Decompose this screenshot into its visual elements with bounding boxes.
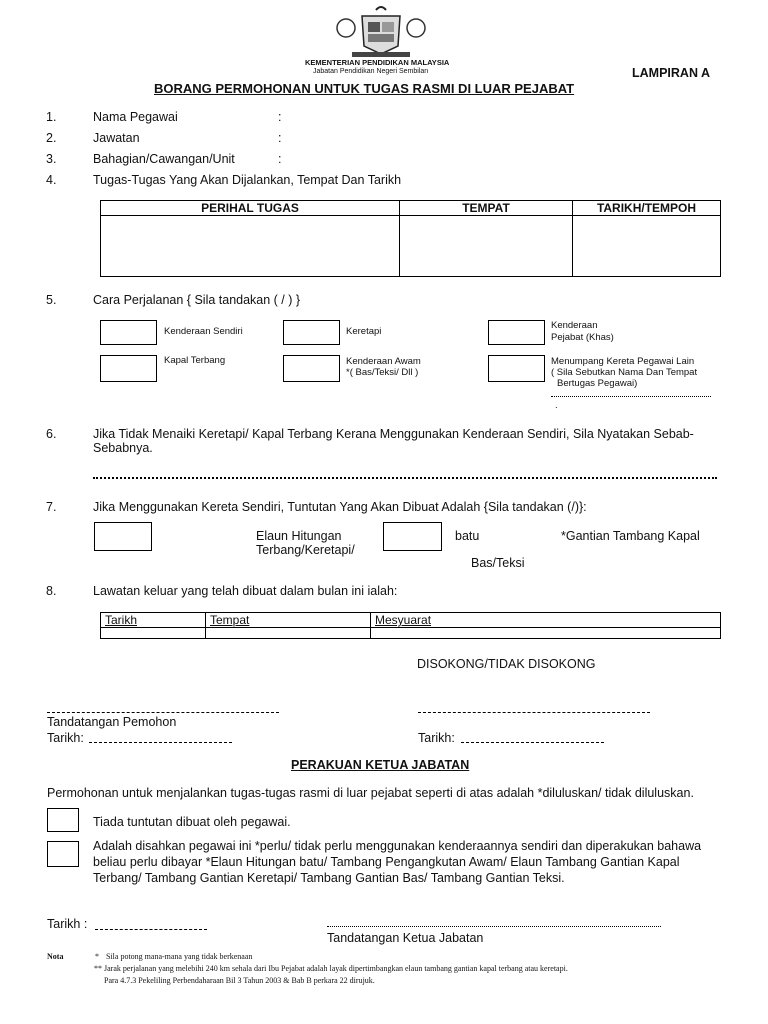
note-2-text: Jarak perjalanan yang melebihi 240 km sehala dari Ibu Pejabat adalah layak dipertimbangkan elaun tambang gantian kapal terbang atau keretapi.: [104, 964, 568, 973]
mileage-allowance-label-2: Terbang/Keretapi/: [256, 543, 355, 557]
airplane-label: Kapal Terbang: [164, 355, 226, 366]
item-6-number: 6.: [46, 427, 57, 441]
train-label: Keretapi: [346, 326, 382, 337]
note-1-mark: *: [95, 952, 99, 961]
ride-along-fill-line[interactable]: [551, 396, 711, 397]
item-2-number: 2.: [46, 131, 57, 145]
item-1-number: 1.: [46, 110, 57, 124]
supporter-signature-line[interactable]: [418, 712, 650, 713]
position-colon: :: [278, 131, 282, 145]
reason-text-line-1: Jika Tidak Menaiki Keretapi/ Kapal Terbang Kerana Menggunakan Kenderaan Sendiri, Sila Nyatakan Sebab-: [93, 427, 694, 441]
duty-description-cell[interactable]: [101, 216, 400, 277]
ride-along-label-3: Bertugas Pegawai): [557, 378, 638, 389]
item-3-number: 3.: [46, 152, 57, 166]
duty-place-cell[interactable]: [400, 216, 573, 277]
lampiran-label: LAMPIRAN A: [632, 66, 711, 80]
reason-text-line-2: Sebabnya.: [93, 441, 153, 455]
claim-label: Jika Menggunakan Kereta Sendiri, Tuntutan Yang Akan Dibuat Adalah {Sila tandakan (/)}:: [93, 500, 587, 514]
mileage-allowance-checkbox[interactable]: [94, 522, 152, 551]
note-2-mark: **: [94, 964, 102, 973]
office-vehicle-checkbox[interactable]: [488, 320, 545, 345]
no-claim-label: Tiada tuntutan dibuat oleh pegawai.: [93, 815, 291, 829]
ride-along-checkbox[interactable]: [488, 355, 545, 382]
duty-col-place: TEMPAT: [400, 201, 573, 216]
public-vehicle-label-2: *( Bas/Teksi/ Dll ): [346, 367, 419, 378]
visits-table: [100, 612, 721, 639]
head-signature-line[interactable]: [327, 926, 661, 927]
ride-along-label-2: ( Sila Sebutkan Nama Dan Tempat: [551, 367, 698, 378]
division-label: Bahagian/Cawangan/Unit: [93, 152, 235, 166]
no-claim-checkbox[interactable]: [47, 808, 79, 832]
mileage-allowance-label-1: Elaun Hitungan: [256, 529, 342, 543]
item-5-number: 5.: [46, 293, 57, 307]
note-1-text: Sila potong mana-mana yang tidak berkenaan: [106, 952, 253, 961]
head-date-line[interactable]: [95, 929, 207, 930]
verified-claim-line-1: Adalah disahkan pegawai ini *perlu/ tidak perlu menggunakan kenderaannya sendiri dan diperakukan bahawa: [93, 839, 702, 853]
form-title: BORANG PERMOHONAN UNTUK TUGAS RASMI DI LUAR PEJABAT: [154, 81, 575, 96]
department-name: Jabatan Pendidikan Negeri Sembilan: [313, 68, 429, 75]
visits-label: Lawatan keluar yang telah dibuat dalam bulan ini ialah:: [93, 584, 398, 598]
fare-replacement-label: *Gantian Tambang Kapal: [561, 529, 700, 543]
applicant-date-label: Tarikh:: [47, 731, 84, 745]
applicant-signature-line[interactable]: [47, 712, 279, 713]
visit-col-place: Tempat: [206, 613, 371, 628]
bus-taxi-label: Bas/Teksi: [471, 556, 525, 570]
verified-claim-checkbox[interactable]: [47, 841, 79, 867]
approval-statement: Permohonan untuk menjalankan tugas-tugas rasmi di luar pejabat seperti di atas adalah *diluluskan/ tidak diluluskan.: [47, 786, 694, 800]
visit-meeting-cell[interactable]: [371, 628, 721, 639]
train-checkbox[interactable]: [283, 320, 340, 345]
position-label: Jawatan: [93, 131, 140, 145]
notes-label: Nota: [47, 952, 64, 961]
item-4-number: 4.: [46, 173, 57, 187]
name-label: Nama Pegawai: [93, 110, 178, 124]
fare-replacement-checkbox[interactable]: [383, 522, 442, 551]
item-7-number: 7.: [46, 500, 57, 514]
travel-mode-label: Cara Perjalanan { Sila tandakan ( / ) }: [93, 293, 301, 307]
government-crest-logo: [332, 6, 430, 58]
public-vehicle-label-1: Kenderaan Awam: [346, 356, 421, 367]
supporter-date-line[interactable]: [461, 742, 604, 743]
office-vehicle-label-1: Kenderaan: [551, 320, 598, 331]
visit-col-date: Tarikh: [101, 613, 206, 628]
duties-label: Tugas-Tugas Yang Akan Dijalankan, Tempat Dan Tarikh: [93, 173, 402, 187]
office-vehicle-label-2: Pejabat (Khas): [551, 332, 614, 343]
duty-col-description: PERIHAL TUGAS: [101, 201, 400, 216]
supporter-date-label: Tarikh:: [418, 731, 455, 745]
item-8-number: 8.: [46, 584, 57, 598]
support-status: DISOKONG/TIDAK DISOKONG: [417, 657, 596, 671]
visit-place-cell[interactable]: [206, 628, 371, 639]
verified-claim-line-3: Terbang/ Tambang Gantian Keretapi/ Tambang Gantian Bas/ Tambang Gantian Teksi.: [93, 871, 565, 885]
verified-claim-line-2: beliau perlu dibayar *Elaun Hitungan batu/ Tambang Pengangkutan Awam/ Elaun Tambang Gantian Kapal: [93, 855, 680, 869]
ride-along-fill-dot: .: [555, 400, 558, 411]
division-colon: :: [278, 152, 282, 166]
batu-label: batu: [455, 529, 480, 543]
duty-table: [100, 200, 721, 277]
applicant-signature-label: Tandatangan Pemohon: [47, 715, 177, 729]
duty-col-date: TARIKH/TEMPOH: [573, 201, 721, 216]
ministry-name: KEMENTERIAN PENDIDIKAN MALAYSIA: [305, 58, 450, 67]
airplane-checkbox[interactable]: [100, 355, 157, 382]
perakuan-title: PERAKUAN KETUA JABATAN: [291, 758, 470, 772]
head-signature-label: Tandatangan Ketua Jabatan: [327, 931, 484, 945]
visit-date-cell[interactable]: [101, 628, 206, 639]
ride-along-label-1: Menumpang Kereta Pegawai Lain: [551, 356, 695, 367]
head-date-label: Tarikh :: [47, 917, 88, 931]
own-vehicle-label: Kenderaan Sendiri: [164, 326, 243, 337]
reason-fill-line[interactable]: [93, 477, 717, 479]
own-vehicle-checkbox[interactable]: [100, 320, 157, 345]
visit-col-meeting: Mesyuarat: [371, 613, 721, 628]
duty-date-cell[interactable]: [573, 216, 721, 277]
applicant-date-line[interactable]: [89, 742, 232, 743]
public-vehicle-checkbox[interactable]: [283, 355, 340, 382]
name-colon: :: [278, 110, 282, 124]
note-3-text: Para 4.7.3 Pekeliling Perbendaharaan Bil 3 Tahun 2003 & Bab B perkara 22 dirujuk.: [104, 976, 375, 985]
